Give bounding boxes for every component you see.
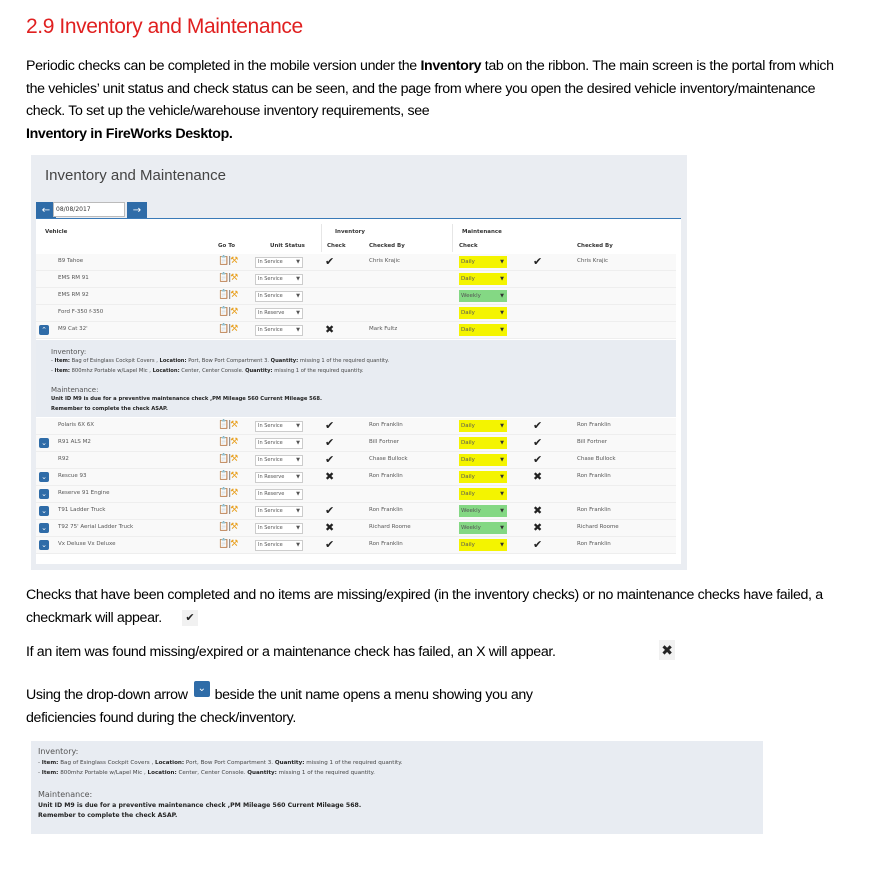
checkmark-icon: ✔ xyxy=(325,453,335,466)
date-input[interactable]: 08/08/2017 xyxy=(53,202,125,217)
vehicle-name[interactable]: T92 75' Aerial Ladder Truck xyxy=(58,524,134,530)
goto-actions: 📋|⚒ xyxy=(218,505,238,515)
inventory-checked-by: Chase Bullock xyxy=(369,456,408,462)
goto-actions: 📋|⚒ xyxy=(218,420,238,430)
caret-down-icon: ▼ xyxy=(296,542,300,548)
header-inv-check: Check xyxy=(327,243,346,249)
caret-down-icon: ▼ xyxy=(500,423,504,429)
caret-down-icon: ▼ xyxy=(500,259,504,265)
clipboard-icon[interactable]: 📋 xyxy=(218,505,229,515)
maintenance-check-select[interactable]: Daily ▼ xyxy=(459,307,507,319)
details-item-1: - Item: Bag of Esinglass Cockpit Covers , Location: Port, Bow Port Compartment 3. Quantity: missing 1 of the required quantity. xyxy=(51,358,390,364)
inventory-checked-by: Ron Franklin xyxy=(369,507,403,513)
tools-icon[interactable]: ⚒ xyxy=(230,505,238,515)
vehicle-name[interactable]: Ford F-350 f-350 xyxy=(58,309,104,315)
caret-down-icon: ▼ xyxy=(500,440,504,446)
goto-actions: 📋|⚒ xyxy=(218,290,238,300)
clipboard-icon[interactable]: 📋 xyxy=(218,256,229,266)
caret-down-icon: ▼ xyxy=(296,525,300,531)
vehicle-name[interactable]: R92 xyxy=(58,456,69,462)
inventory-checked-by: Bill Fortner xyxy=(369,439,399,445)
clipboard-icon[interactable]: 📋 xyxy=(218,324,229,334)
table-row xyxy=(36,537,676,554)
intro-paragraph xyxy=(26,55,846,145)
x-icon: ✖ xyxy=(533,504,543,517)
unit-status-select[interactable]: In Reserve ▼ xyxy=(255,472,303,483)
maintenance-check-select[interactable]: Weekly ▼ xyxy=(459,290,507,302)
caret-down-icon: ▼ xyxy=(296,310,300,316)
tools-icon[interactable]: ⚒ xyxy=(230,522,238,532)
goto-actions: 📋|⚒ xyxy=(218,471,238,481)
unit-status-select[interactable]: In Service ▼ xyxy=(255,291,303,302)
tools-icon[interactable]: ⚒ xyxy=(230,471,238,481)
para-dropdown xyxy=(26,684,826,729)
vehicle-name[interactable]: Polaris 6X 6X xyxy=(58,422,95,428)
tools-icon[interactable]: ⚒ xyxy=(230,437,238,447)
caret-down-icon: ▼ xyxy=(500,293,504,299)
chevron-down-icon[interactable]: ⌄ xyxy=(39,472,49,482)
unit-status-select[interactable]: In Service ▼ xyxy=(255,438,303,449)
example-item-1: - Item: Bag of Esinglass Cockpit Covers , Location: Port, Bow Port Compartment 3. Quantity: missing 1 of the required quantity. xyxy=(38,760,403,766)
table-row xyxy=(36,435,676,452)
unit-status-select[interactable]: In Service ▼ xyxy=(255,257,303,268)
unit-status-select[interactable]: In Service ▼ xyxy=(255,325,303,336)
example-maintenance-title: Maintenance: xyxy=(38,790,93,799)
checkmark-icon: ✔ xyxy=(533,436,543,449)
table-row xyxy=(36,418,676,435)
tools-icon[interactable]: ⚒ xyxy=(230,539,238,549)
goto-actions: 📋|⚒ xyxy=(218,454,238,464)
vehicle-name[interactable]: EMS RM 91 xyxy=(58,275,89,281)
checkmark-icon: ✔ xyxy=(533,538,543,551)
maintenance-check-select[interactable]: Daily ▼ xyxy=(459,437,507,449)
vehicle-name[interactable]: T91 Ladder Truck xyxy=(58,507,106,513)
arrow-left-icon: ← xyxy=(41,205,51,216)
caret-down-icon: ▼ xyxy=(500,508,504,514)
deficiency-details-example xyxy=(31,741,763,834)
checkmark-icon: ✔ xyxy=(182,610,198,626)
checkmark-icon: ✔ xyxy=(325,255,335,268)
checkmark-icon: ✔ xyxy=(533,255,543,268)
vehicle-name[interactable]: Vx Deluxe Vx Deluxe xyxy=(58,541,116,547)
caret-down-icon: ▼ xyxy=(500,276,504,282)
intro-text-2: tab on the ribbon. The main screen is the portal from which the vehicles’ unit status and check status can be seen, and the page from where you open the desired vehicle inventory/maintenance check. To set up the vehicle/warehouse inventory requirements, see xyxy=(26,58,834,119)
tools-icon[interactable]: ⚒ xyxy=(230,273,238,283)
tools-icon[interactable]: ⚒ xyxy=(230,307,238,317)
vehicle-name[interactable]: B9 Tahoe xyxy=(58,258,84,264)
chevron-down-icon[interactable]: ⌄ xyxy=(39,540,49,550)
para-x-text: If an item was found missing/expired or a maintenance check has failed, an X will appear. xyxy=(26,644,556,660)
example-item-2: - Item: 800mhz Portable w/Lapel Mic , Location: Center, Center Console. Quantity: missing 1 of the required quantity. xyxy=(38,770,375,776)
inventory-checked-by: Chris Krajic xyxy=(369,258,401,264)
maintenance-checked-by: Richard Roome xyxy=(577,524,619,530)
caret-down-icon: ▼ xyxy=(296,327,300,333)
chevron-down-icon[interactable]: ⌄ xyxy=(39,523,49,533)
example-inventory-title: Inventory: xyxy=(38,747,79,756)
header-inventory: Inventory xyxy=(335,229,365,235)
clipboard-icon[interactable]: 📋 xyxy=(218,437,229,447)
caret-down-icon: ▼ xyxy=(296,423,300,429)
header-maint-check: Check xyxy=(459,243,478,249)
unit-status-select[interactable]: In Service ▼ xyxy=(255,506,303,517)
vehicle-name[interactable]: Reserve 91 Engine xyxy=(58,490,110,496)
app-screenshot xyxy=(31,155,687,570)
clipboard-icon[interactable]: 📋 xyxy=(218,539,229,549)
details-maintenance-title: Maintenance: xyxy=(51,386,99,394)
x-icon: ✖ xyxy=(325,521,335,534)
unit-status-select[interactable]: In Service ▼ xyxy=(255,274,303,285)
deficiency-details xyxy=(36,340,676,417)
para-dropdown-text-1: Using the drop-down arrow xyxy=(26,687,188,703)
caret-down-icon: ▼ xyxy=(500,525,504,531)
clipboard-icon[interactable]: 📋 xyxy=(218,307,229,317)
goto-actions: 📋|⚒ xyxy=(218,488,238,498)
chevron-down-icon[interactable]: ⌄ xyxy=(39,438,49,448)
maintenance-checked-by: Chase Bullock xyxy=(577,456,616,462)
table-row xyxy=(36,288,676,305)
intro-text-1: Periodic checks can be completed in the mobile version under the xyxy=(26,58,421,74)
chevron-down-icon: ⌄ xyxy=(194,681,210,697)
table-row xyxy=(36,452,676,469)
unit-status-select[interactable]: In Service ▼ xyxy=(255,421,303,432)
tools-icon[interactable]: ⚒ xyxy=(230,256,238,266)
caret-down-icon: ▼ xyxy=(296,259,300,265)
maintenance-check-select[interactable]: Daily ▼ xyxy=(459,420,507,432)
clipboard-icon[interactable]: 📋 xyxy=(218,471,229,481)
header-maint-checked-by: Checked By xyxy=(577,243,613,249)
goto-actions: 📋|⚒ xyxy=(218,256,238,266)
details-item-2: - Item: 800mhz Portable w/Lapel Mic , Location: Center, Center Console. Quantity: missing 1 of the required quantity. xyxy=(51,367,364,374)
doc-title: 2.9 Inventory and Maintenance xyxy=(26,15,303,38)
example-maint-line-1: Unit ID M9 is due for a preventive maintenance check ,PM Mileage 560 Current Mileage 568. xyxy=(38,802,362,809)
header-unit-status: Unit Status xyxy=(270,243,305,249)
maintenance-check-select[interactable]: Daily ▼ xyxy=(459,539,507,551)
table-row xyxy=(36,254,676,271)
clipboard-icon[interactable]: 📋 xyxy=(218,488,229,498)
caret-down-icon: ▼ xyxy=(500,542,504,548)
header-inv-checked-by: Checked By xyxy=(369,243,405,249)
vehicle-name[interactable]: M9 Cat 32' xyxy=(58,326,88,332)
caret-down-icon: ▼ xyxy=(296,276,300,282)
maintenance-checked-by: Bill Fortner xyxy=(577,439,607,445)
caret-down-icon: ▼ xyxy=(500,327,504,333)
para-x xyxy=(26,641,846,664)
chevron-down-icon[interactable]: ⌄ xyxy=(39,506,49,516)
x-icon: ✖ xyxy=(325,470,335,483)
table-row xyxy=(36,469,676,486)
arrow-right-icon: → xyxy=(132,205,142,216)
unit-status-select[interactable]: In Service ▼ xyxy=(255,523,303,534)
goto-actions: 📋|⚒ xyxy=(218,324,238,334)
table-row xyxy=(36,271,676,288)
maintenance-check-select[interactable]: Weekly ▼ xyxy=(459,522,507,534)
unit-status-select[interactable]: In Service ▼ xyxy=(255,540,303,551)
caret-down-icon: ▼ xyxy=(500,457,504,463)
goto-actions: 📋|⚒ xyxy=(218,522,238,532)
maintenance-check-select[interactable]: Daily ▼ xyxy=(459,273,507,285)
x-icon: ✖ xyxy=(533,521,543,534)
header-goto: Go To xyxy=(218,243,236,249)
inventory-checked-by: Ron Franklin xyxy=(369,473,403,479)
header-vehicle: Vehicle xyxy=(45,229,68,235)
intro-link-inventory-desktop: Inventory in FireWorks Desktop. xyxy=(26,125,233,142)
tools-icon[interactable]: ⚒ xyxy=(230,324,238,334)
caret-down-icon: ▼ xyxy=(296,474,300,480)
details-maint-line-1: Unit ID M9 is due for a preventive maintenance check ,PM Mileage 560 Current Mileage 568. xyxy=(51,396,322,402)
clipboard-icon[interactable]: 📋 xyxy=(218,454,229,464)
inventory-checked-by: Ron Franklin xyxy=(369,422,403,428)
clipboard-icon[interactable]: 📋 xyxy=(218,290,229,300)
tools-icon[interactable]: ⚒ xyxy=(230,290,238,300)
inventory-table xyxy=(36,219,681,564)
maintenance-check-select[interactable]: Daily ▼ xyxy=(459,488,507,500)
details-inventory-title: Inventory: xyxy=(51,348,87,356)
x-icon: ✖ xyxy=(325,323,335,336)
caret-down-icon: ▼ xyxy=(500,491,504,497)
details-maint-line-2: Remember to complete the check ASAP. xyxy=(51,405,168,412)
table-row xyxy=(36,486,676,503)
caret-down-icon: ▼ xyxy=(296,457,300,463)
goto-actions: 📋|⚒ xyxy=(218,307,238,317)
vehicle-name[interactable]: EMS RM 92 xyxy=(58,292,89,298)
intro-bold-inventory: Inventory xyxy=(420,58,482,74)
clipboard-icon[interactable]: 📋 xyxy=(218,420,229,430)
checkmark-icon: ✔ xyxy=(325,419,335,432)
caret-down-icon: ▼ xyxy=(296,508,300,514)
checkmark-icon: ✔ xyxy=(533,453,543,466)
maintenance-checked-by: Chris Krajic xyxy=(577,258,609,264)
caret-down-icon: ▼ xyxy=(500,310,504,316)
goto-actions: 📋|⚒ xyxy=(218,273,238,283)
tools-icon[interactable]: ⚒ xyxy=(230,420,238,430)
header-maintenance: Maintenance xyxy=(462,229,502,235)
example-maint-line-2: Remember to complete the check ASAP. xyxy=(38,812,178,819)
clipboard-icon[interactable]: 📋 xyxy=(218,273,229,283)
table-row xyxy=(36,322,676,339)
goto-actions: 📋|⚒ xyxy=(218,539,238,549)
tools-icon[interactable]: ⚒ xyxy=(230,488,238,498)
checkmark-icon: ✔ xyxy=(533,419,543,432)
maintenance-check-select[interactable]: Daily ▼ xyxy=(459,454,507,466)
x-icon: ✖ xyxy=(659,640,675,660)
tools-icon[interactable]: ⚒ xyxy=(230,454,238,464)
inventory-checked-by: Mark Fultz xyxy=(369,326,398,332)
inventory-checked-by: Richard Roome xyxy=(369,524,411,530)
maintenance-checked-by: Ron Franklin xyxy=(577,473,611,479)
maintenance-checked-by: Ron Franklin xyxy=(577,507,611,513)
table-row xyxy=(36,305,676,322)
clipboard-icon[interactable]: 📋 xyxy=(218,522,229,532)
caret-down-icon: ▼ xyxy=(296,440,300,446)
caret-down-icon: ▼ xyxy=(296,491,300,497)
app-title: Inventory and Maintenance xyxy=(45,167,226,184)
unit-status-select[interactable]: In Reserve ▼ xyxy=(255,308,303,319)
para-checkmark xyxy=(26,584,826,629)
vehicle-name[interactable]: Rescue 93 xyxy=(58,473,87,479)
maintenance-check-select[interactable]: Daily ▼ xyxy=(459,256,507,268)
chevron-down-icon[interactable]: ⌄ xyxy=(39,489,49,499)
maintenance-check-select[interactable]: Daily ▼ xyxy=(459,471,507,483)
para-checkmark-text: Checks that have been completed and no items are missing/expired (in the inventory checks) or no maintenance checks have failed, a checkmark will appear. xyxy=(26,587,823,626)
checkmark-icon: ✔ xyxy=(325,504,335,517)
vehicle-name[interactable]: R91 ALS M2 xyxy=(58,439,91,445)
checkmark-icon: ✔ xyxy=(325,436,335,449)
chevron-up-icon[interactable]: ⌃ xyxy=(39,325,49,335)
para-dropdown-text-3: deficiencies found during the check/inventory. xyxy=(26,709,296,726)
maintenance-checked-by: Ron Franklin xyxy=(577,541,611,547)
unit-status-select[interactable]: In Service ▼ xyxy=(255,455,303,466)
maintenance-check-select[interactable]: Daily ▼ xyxy=(459,324,507,336)
maintenance-check-select[interactable]: Weekly ▼ xyxy=(459,505,507,517)
checkmark-icon: ✔ xyxy=(325,538,335,551)
goto-actions: 📋|⚒ xyxy=(218,437,238,447)
x-icon: ✖ xyxy=(533,470,543,483)
maintenance-checked-by: Ron Franklin xyxy=(577,422,611,428)
para-dropdown-text-2: beside the unit name opens a menu showing you any xyxy=(214,687,533,703)
caret-down-icon: ▼ xyxy=(500,474,504,480)
unit-status-select[interactable]: In Reserve ▼ xyxy=(255,489,303,500)
table-row xyxy=(36,503,676,520)
divider xyxy=(321,224,322,252)
inventory-checked-by: Ron Franklin xyxy=(369,541,403,547)
next-date-button[interactable] xyxy=(127,202,147,219)
table-row xyxy=(36,520,676,537)
divider xyxy=(452,224,453,252)
caret-down-icon: ▼ xyxy=(296,293,300,299)
